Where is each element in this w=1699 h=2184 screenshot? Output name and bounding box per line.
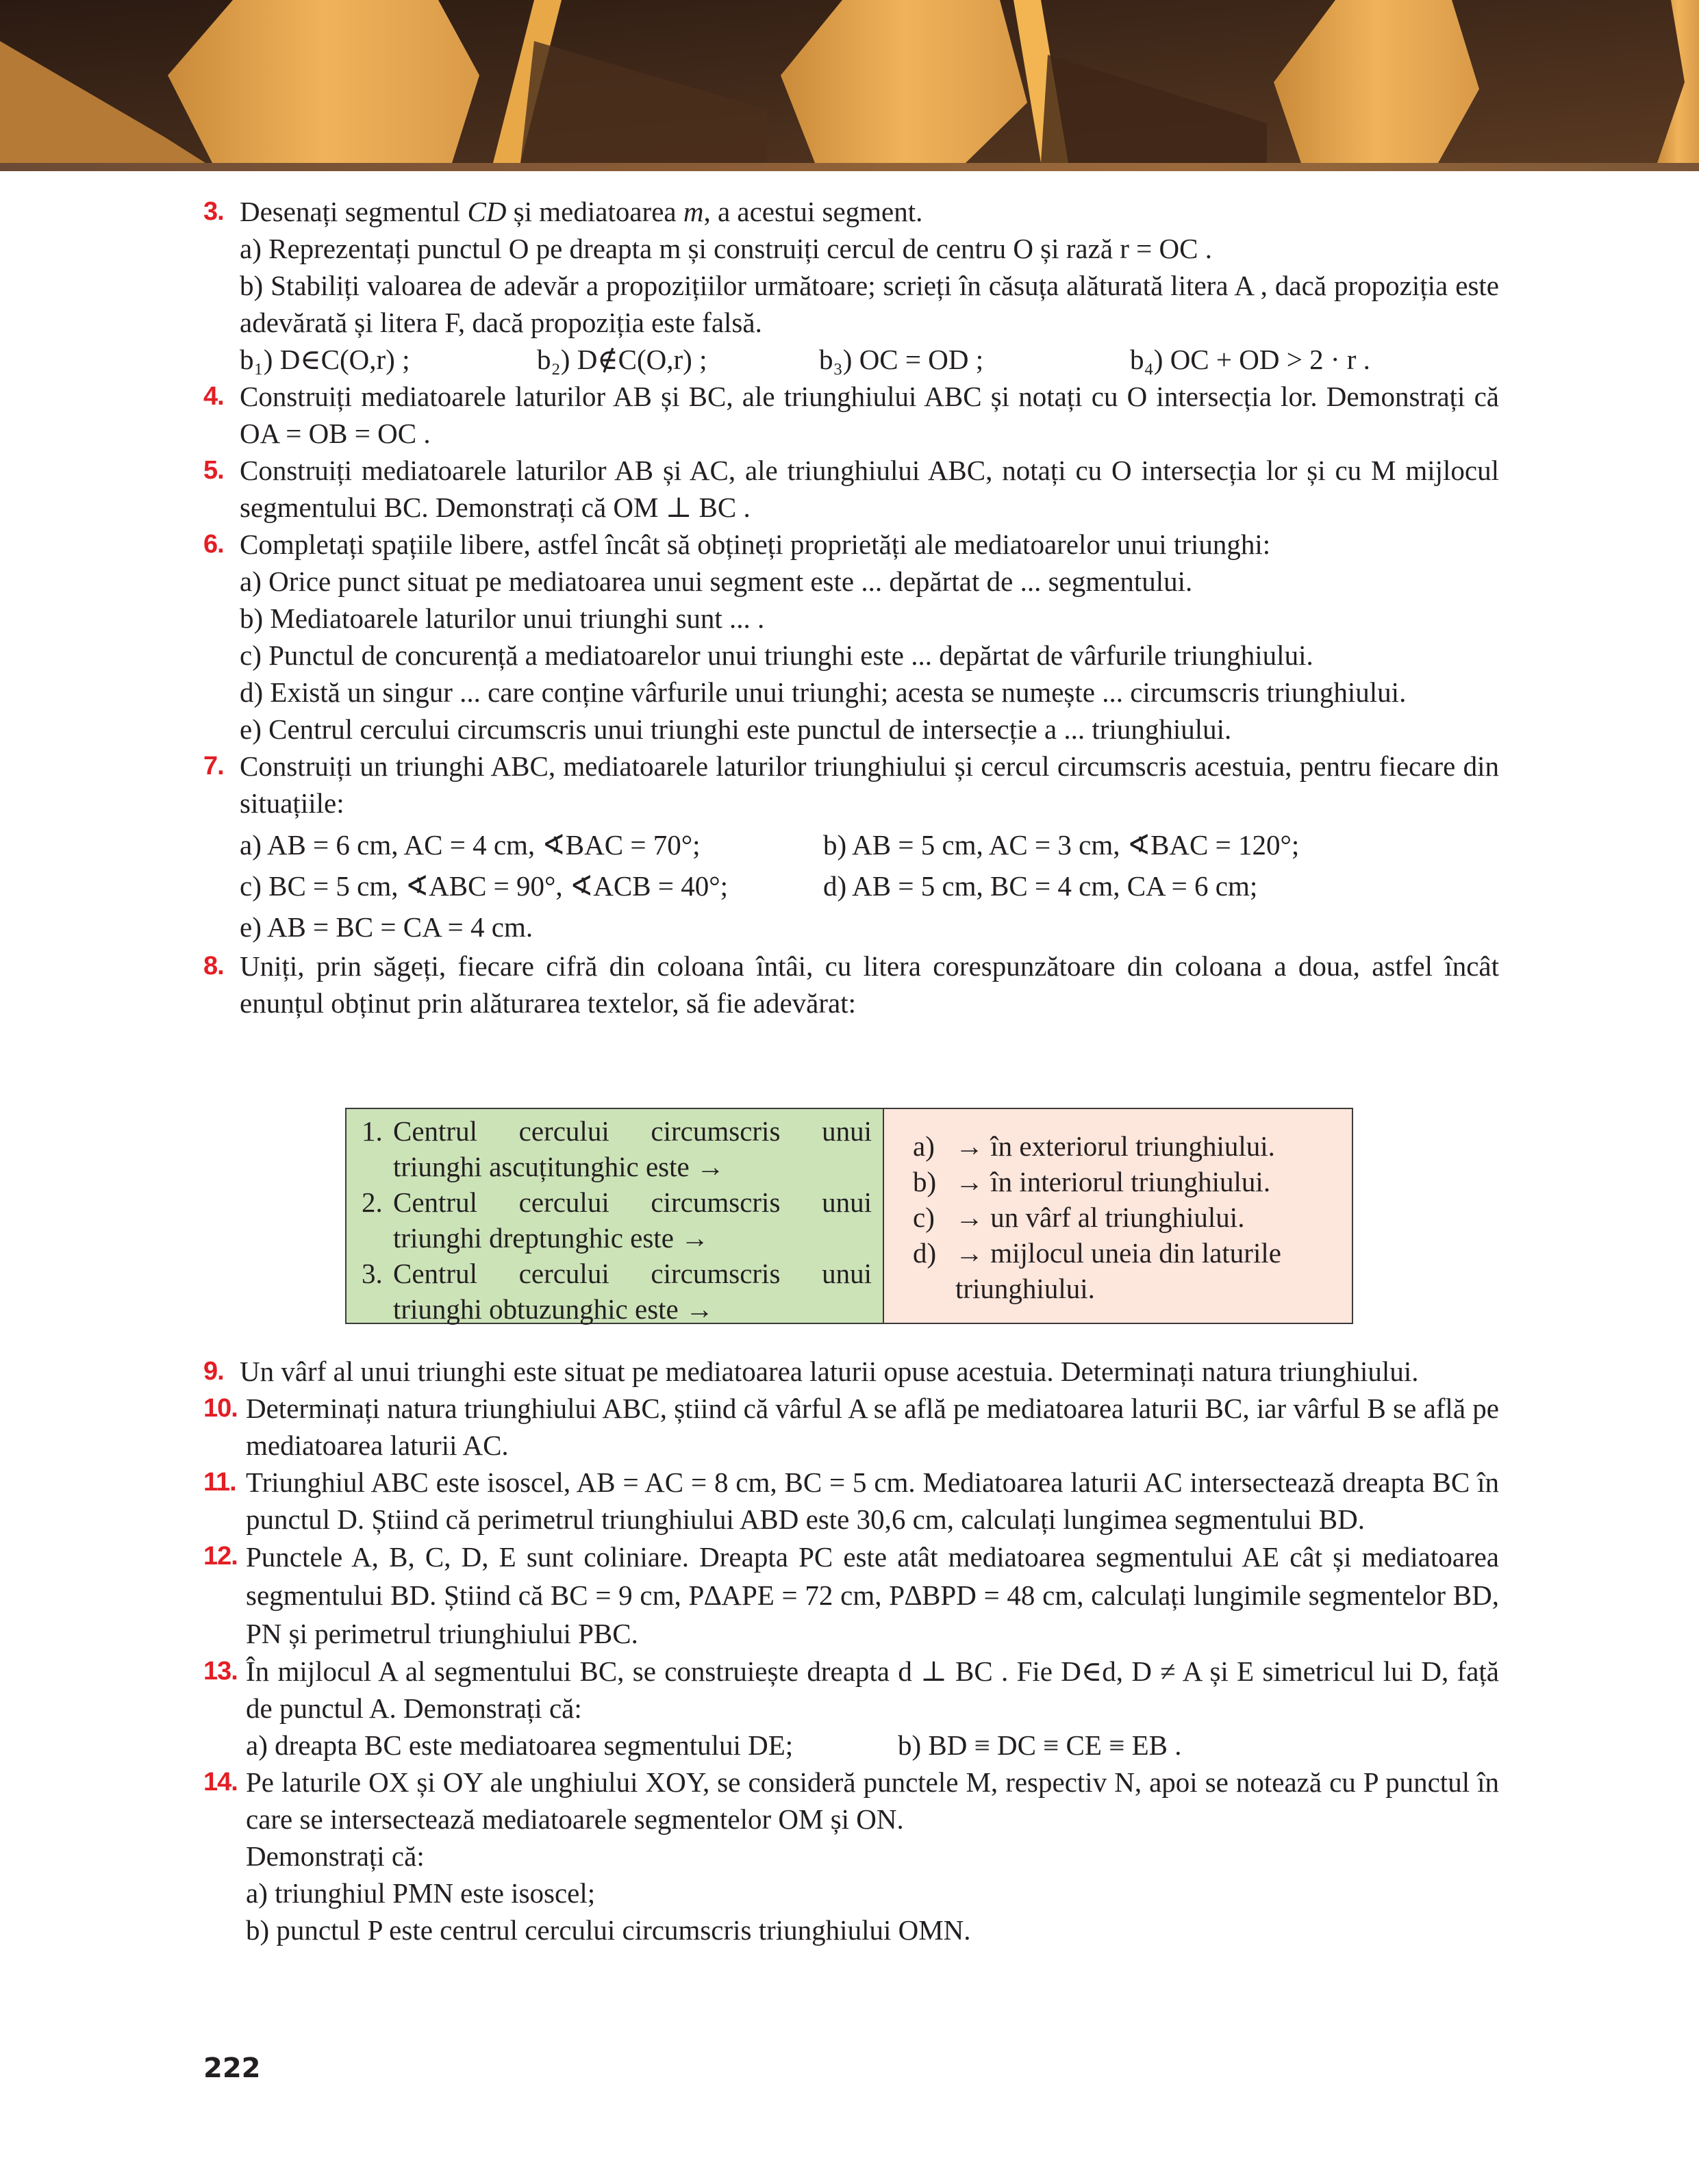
exercise-number: 11. <box>203 1468 236 1497</box>
item-number: 1. <box>362 1115 383 1147</box>
matching-column-right <box>884 1109 1352 1323</box>
exercise-3 <box>203 193 1499 378</box>
exercise-list <box>203 193 1499 1021</box>
exercise-4 <box>203 378 1499 452</box>
subitem-c: c) Punctul de concurență a mediatoarelor unui triunghi este ... depărtat de vârfurile triunghiului. <box>240 639 1313 671</box>
exercise-statement <box>240 193 1499 230</box>
exercise-statement: Determinați natura triunghiului ABC, știind că vârful A se află pe mediatoarea laturii BC, iar vârful B se află pe mediatoarea laturii AC. <box>246 1393 1499 1461</box>
subitem-a: a) Orice punct situat pe mediatoarea unui segment este ... depărtat de ... segmentului. <box>240 566 1193 597</box>
matching-right-item-c <box>913 1199 1345 1235</box>
exercise-10 <box>203 1390 1499 1464</box>
exercise-number: 12. <box>203 1542 238 1571</box>
exercise-9 <box>203 1353 1499 1390</box>
exercise-8 <box>203 948 1499 1021</box>
item-number: 2. <box>362 1186 383 1218</box>
proof-b: b) punctul P este centrul cercului circumscris triunghiului OMN. <box>246 1914 971 1946</box>
header-divider-stripe <box>0 163 1699 171</box>
situations-row-1 <box>240 824 1499 865</box>
math-symbol: CD <box>467 196 507 227</box>
exercise-number: 5. <box>203 456 224 485</box>
situation-d: d) AB = 5 cm, BC = 4 cm, CA = 6 cm; <box>823 870 1258 902</box>
statement-text: , a acestui segment. <box>703 196 923 227</box>
matching-table <box>345 1108 1353 1324</box>
item-line: Centrul cercului circumscris unui <box>393 1186 872 1218</box>
exercise-12 <box>203 1538 1499 1653</box>
subitem-a: a) Reprezentați punctul O pe dreapta m și construiți cercul de centru O și rază r = OC . <box>240 233 1213 264</box>
prove-label: Demonstrați că: <box>246 1840 425 1872</box>
situation-b: b) AB = 5 cm, AC = 3 cm, ∢BAC = 120°; <box>823 829 1300 861</box>
item-text <box>393 1256 872 1327</box>
subitem-b: b) Mediatoarele laturilor unui triunghi sunt ... . <box>240 602 765 634</box>
exercise-13 <box>203 1653 1499 1764</box>
exercise-number: 6. <box>203 530 224 559</box>
matching-left-item-1 <box>362 1113 872 1184</box>
item-letter: d) <box>913 1237 937 1269</box>
item-text: → în exteriorul triunghiului. <box>955 1130 1275 1162</box>
matching-right-item-b <box>913 1164 1345 1199</box>
proofs-row <box>246 1727 1499 1764</box>
exercise-statement: Pe laturile OX și OY ale unghiului XOY, se consideră punctele M, respectiv N, apoi se notează cu P punctul în care se intersectează mediatoarele segmentelor OM și ON. <box>246 1766 1499 1835</box>
subitem-e: e) Centrul cercului circumscris unui triunghi este punctul de intersecție a ... triunghiului. <box>240 713 1232 745</box>
exercise-statement: Construiți un triunghi ABC, mediatoarele laturilor triunghiului și cercul circumscris acestuia, pentru fiecare din situațiile: <box>240 750 1499 819</box>
matching-right-item-a <box>913 1128 1345 1164</box>
exercise-statement: Construiți mediatoarele laturilor AB și AC, ale triunghiului ABC, notați cu O intersecția lor și cu M mijlocul segmentului BC. Demonstrați că OM ⊥ BC . <box>240 455 1499 523</box>
exercise-6 <box>203 526 1499 748</box>
proof-a: a) dreapta BC este mediatoarea segmentului DE; <box>246 1729 794 1761</box>
exercise-number: 13. <box>203 1657 238 1686</box>
item-text: → în interiorul triunghiului. <box>955 1166 1271 1197</box>
exercise-statement: Construiți mediatoarele laturilor AB și BC, ale triunghiului ABC și notați cu O intersecția lor. Demonstrați că OA = OB = OC . <box>240 381 1499 449</box>
item-letter: b) <box>913 1166 937 1197</box>
exercise-14 <box>203 1764 1499 1948</box>
exercise-5 <box>203 452 1499 526</box>
matching-column-left <box>347 1109 884 1323</box>
math-symbol: m <box>683 196 704 227</box>
item-line: triunghi obtuzunghic este → <box>393 1293 714 1325</box>
item-line: triunghi ascuțitunghic este → <box>393 1151 725 1182</box>
situation-c: c) BC = 5 cm, ∢ABC = 90°, ∢ACB = 40°; <box>240 870 728 902</box>
proposition-b2: b₂) D∉C(O,r) ; <box>537 344 707 375</box>
statement-text: și mediatoarea <box>506 196 683 227</box>
proposition-b4: b₄) OC + OD > 2 · r . <box>1130 344 1370 375</box>
header-banner-image <box>0 0 1699 163</box>
situations-row-2 <box>240 865 1499 906</box>
exercise-number: 8. <box>203 952 224 980</box>
exercise-number: 14. <box>203 1768 238 1796</box>
matching-right-item-d <box>913 1235 1345 1306</box>
item-text <box>393 1113 872 1184</box>
matching-left-item-3 <box>362 1256 872 1327</box>
item-text <box>393 1184 872 1256</box>
statement-text: Desenați segmentul <box>240 196 468 227</box>
exercise-number: 9. <box>203 1357 224 1386</box>
exercise-statement: În mijlocul A al segmentului BC, se construiește dreapta d ⊥ BC . Fie D∈d, D ≠ A și E simetricul lui D, față de punctul A. Demonstrați că: <box>246 1655 1499 1724</box>
exercise-number: 7. <box>203 752 224 780</box>
item-text: → mijlocul uneia din laturile triunghiului. <box>955 1237 1281 1304</box>
matching-left-item-2 <box>362 1184 872 1256</box>
exercise-statement: Un vârf al unui triunghi este situat pe mediatoarea laturii opuse acestuia. Determinați natura triunghiului. <box>240 1356 1419 1387</box>
exercise-statement: Uniți, prin săgeți, fiecare cifră din coloana întâi, cu litera corespunzătoare din coloana a doua, astfel încât enunțul obținut prin alăturarea textelor, să fie adevărat: <box>240 950 1499 1019</box>
exercise-number: 3. <box>203 197 224 226</box>
exercise-list-continued <box>203 1353 1499 1948</box>
situation-a: a) AB = 6 cm, AC = 4 cm, ∢BAC = 70°; <box>240 829 701 861</box>
exercise-number: 10. <box>203 1394 238 1423</box>
item-line: triunghi dreptunghic este → <box>393 1222 709 1254</box>
proof-a: a) triunghiul PMN este isoscel; <box>246 1877 596 1909</box>
truth-propositions <box>240 341 1499 378</box>
subitem-b: b) Stabiliți valoarea de adevăr a propozițiilor următoare; scrieți în căsuța alăturată litera A , dacă propoziția este adevărată și litera F, dacă propoziția este falsă. <box>240 270 1499 338</box>
exercise-statement: Completați spațiile libere, astfel încât să obțineți proprietăți ale mediatoarelor unui triunghi: <box>240 529 1271 560</box>
item-letter: c) <box>913 1202 935 1233</box>
exercise-7 <box>203 748 1499 948</box>
proof-b: b) BD ≡ DC ≡ CE ≡ EB . <box>898 1729 1182 1761</box>
exercise-number: 4. <box>203 382 224 411</box>
page-number: 222 <box>203 2053 261 2084</box>
proposition-b1: b₁) D∈C(O,r) ; <box>240 344 410 375</box>
proposition-b3: b₃) OC = OD ; <box>819 344 984 375</box>
item-number: 3. <box>362 1258 383 1289</box>
item-letter: a) <box>913 1130 935 1162</box>
subitem-d: d) Există un singur ... care conține vârfurile unui triunghi; acesta se numește ... circumscris triunghiului. <box>240 676 1407 708</box>
exercise-11 <box>203 1464 1499 1538</box>
golden-prisms-illustration <box>0 0 1699 163</box>
item-line: Centrul cercului circumscris unui <box>393 1115 872 1147</box>
item-text: → un vârf al triunghiului. <box>955 1202 1245 1233</box>
item-line: Centrul cercului circumscris unui <box>393 1258 872 1289</box>
exercise-statement: Triunghiul ABC este isoscel, AB = AC = 8 cm, BC = 5 cm. Mediatoarea laturii AC intersectează dreapta BC în punctul D. Știind că perimetrul triunghiului ABD este 30,6 cm, calculați lungimea segmentului BD. <box>246 1466 1499 1535</box>
situation-e: e) AB = BC = CA = 4 cm. <box>240 911 533 943</box>
exercise-statement: Punctele A, B, C, D, E sunt coliniare. Dreapta PC este atât mediatoarea segmentului AE cât și mediatoarea segmentului BD. Știind că BC = 9 cm, P∆APE = 72 cm, P∆BPD = 48 cm, calculați lungimile segmentelor BD, PN și perimetrul triunghiului PBC. <box>246 1541 1499 1649</box>
